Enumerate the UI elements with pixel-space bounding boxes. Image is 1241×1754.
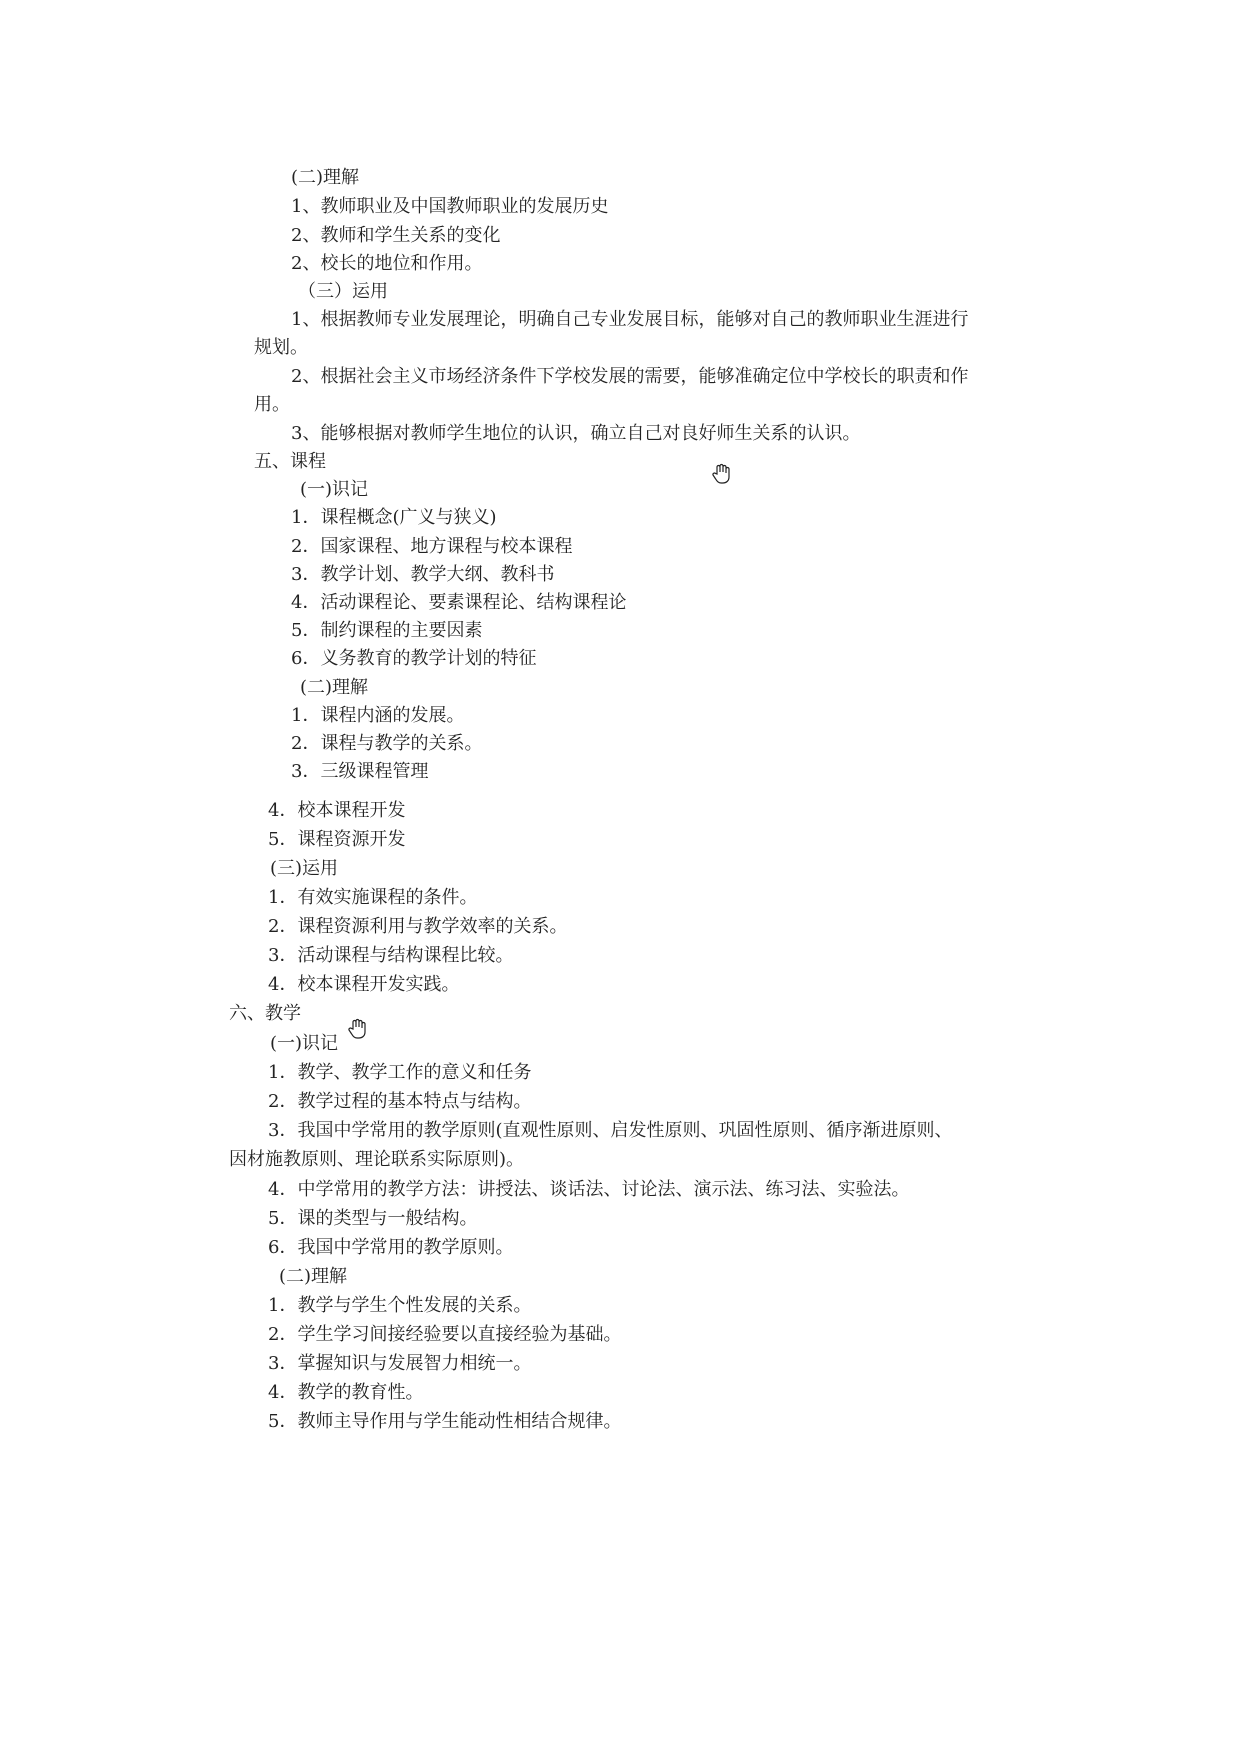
list-item: 1．课程概念(广义与狭义)	[291, 507, 497, 528]
list-item: 1．有效实施课程的条件。	[268, 887, 478, 908]
list-item: 3．教学计划、教学大纲、教科书	[291, 564, 555, 585]
list-item: 4．校本课程开发	[268, 800, 406, 821]
list-item: 6．义务教育的教学计划的特征	[291, 648, 537, 669]
list-item: 2．教学过程的基本特点与结构。	[268, 1091, 532, 1112]
heading-understand: (二)理解	[279, 1266, 348, 1287]
section-title: 六、教学	[229, 1003, 301, 1024]
list-item: 2．课程与教学的关系。	[291, 733, 483, 754]
paragraph-line: 3、能够根据对教师学生地位的认识，确立自己对良好师生关系的认识。	[291, 423, 861, 444]
list-item: 4．中学常用的教学方法：讲授法、谈话法、讨论法、演示法、练习法、实验法。	[268, 1179, 910, 1200]
paragraph-line: 规划。	[254, 337, 308, 358]
paragraph-line: 1、根据教师专业发展理论，明确自己专业发展目标，能够对自己的教师职业生涯进行	[291, 309, 969, 330]
paragraph-line: 用。	[254, 394, 290, 415]
list-item: 4．活动课程论、要素课程论、结构课程论	[291, 592, 627, 613]
heading-understand: (二)理解	[300, 677, 369, 698]
paragraph-line: 因材施教原则、理论联系实际原则)。	[229, 1149, 525, 1170]
hand-cursor-icon	[347, 1018, 369, 1040]
list-item: 2．国家课程、地方课程与校本课程	[291, 536, 573, 557]
list-item: 1．教学与学生个性发展的关系。	[268, 1295, 532, 1316]
section-title: 五、课程	[254, 451, 326, 472]
list-item: 5．制约课程的主要因素	[291, 620, 483, 641]
heading-apply: （三）运用	[298, 281, 388, 302]
heading-apply: (三)运用	[270, 858, 339, 879]
list-item: 4．教学的教育性。	[268, 1382, 424, 1403]
list-item: 2．课程资源利用与教学效率的关系。	[268, 916, 568, 937]
list-item: 1．课程内涵的发展。	[291, 705, 465, 726]
list-item: 6．我国中学常用的教学原则。	[268, 1237, 514, 1258]
list-item: 1．教学、教学工作的意义和任务	[268, 1062, 532, 1083]
hand-cursor-icon	[711, 463, 733, 485]
list-item: 3．活动课程与结构课程比较。	[268, 945, 514, 966]
list-item: 3．三级课程管理	[291, 761, 429, 782]
list-item: 5．课程资源开发	[268, 829, 406, 850]
list-item: 2．学生学习间接经验要以直接经验为基础。	[268, 1324, 622, 1345]
list-item: 3．掌握知识与发展智力相统一。	[268, 1353, 532, 1374]
list-item: 1、教师职业及中国教师职业的发展历史	[291, 196, 609, 217]
heading-understand: (二)理解	[291, 167, 360, 188]
list-item: 2、教师和学生关系的变化	[291, 225, 501, 246]
paragraph-line: 2、根据社会主义市场经济条件下学校发展的需要，能够准确定位中学校长的职责和作	[291, 366, 969, 387]
heading-remember: (一)识记	[270, 1033, 339, 1054]
list-item: 5．教师主导作用与学生能动性相结合规律。	[268, 1411, 622, 1432]
list-item: 2、校长的地位和作用。	[291, 253, 483, 274]
heading-remember: (一)识记	[300, 479, 369, 500]
list-item: 5．课的类型与一般结构。	[268, 1208, 478, 1229]
paragraph-line: 3．我国中学常用的教学原则(直观性原则、启发性原则、巩固性原则、循序渐进原则、	[268, 1120, 953, 1141]
list-item: 4．校本课程开发实践。	[268, 974, 460, 995]
